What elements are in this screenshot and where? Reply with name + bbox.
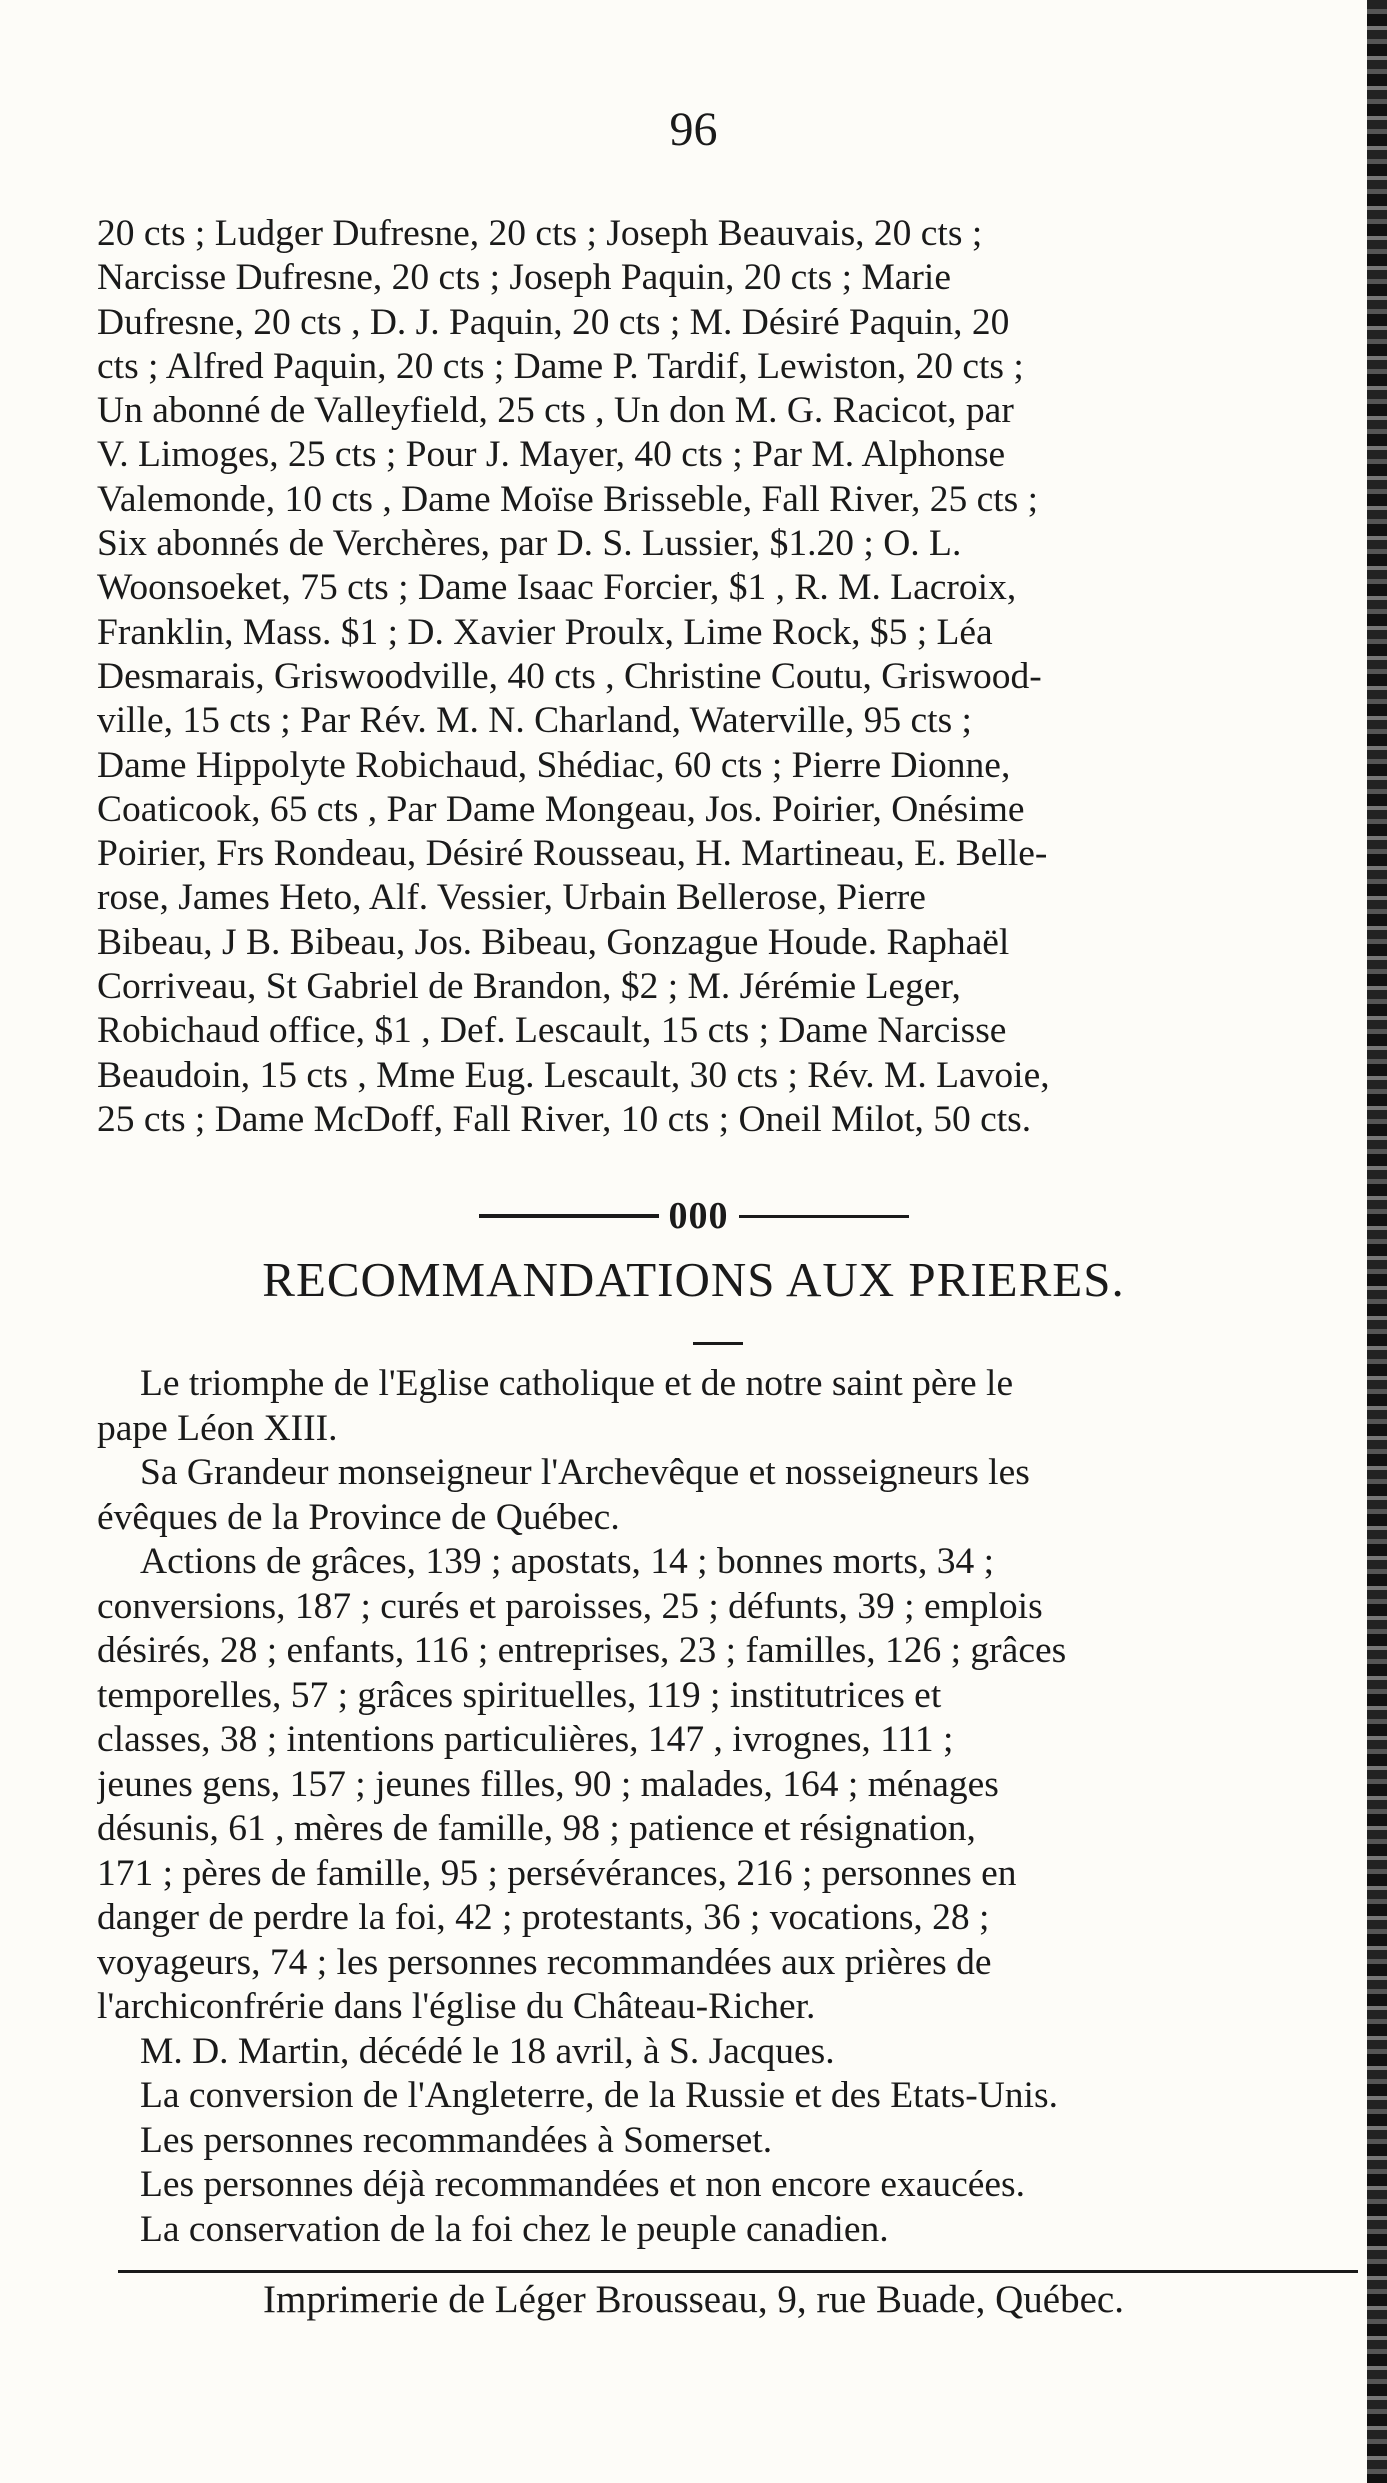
donor-line: rose, James Heto, Alf. Vessier, Urbain Bellerose, Pierre [97,877,926,919]
donor-line: Franklin, Mass. $1 ; D. Xavier Proulx, Lime Rock, $5 ; Léa [97,611,993,653]
donor-line: Corriveau, St Gabriel de Brandon, $2 ; M. Jérémie Leger, [97,966,961,1008]
donor-line: 20 cts ; Ludger Dufresne, 20 cts ; Joseph Beauvais, 20 cts ; [97,213,983,254]
section-separator [0,1190,1387,1242]
donor-line: Beaudoin, 15 cts , Mme Eug. Lescault, 30 cts ; Rév. M. Lavoie, [97,1054,1050,1096]
donor-line: Valemonde, 10 cts , Dame Moïse Brisseble, Fall River, 25 cts ; [97,478,1039,520]
heading-rule [693,1342,743,1345]
prayer-line: désunis, 61 , mères de famille, 98 ; patience et résignation, [97,1808,976,1849]
donor-line: cts ; Alfred Paquin, 20 cts ; Dame P. Tardif, Lewiston, 20 cts ; [97,345,1024,387]
prayer-line: évêques de la Province de Québec. [97,1496,620,1538]
donor-line: Bibeau, J B. Bibeau, Jos. Bibeau, Gonzague Houde. Raphaël [97,921,1010,963]
page-number: 96 [669,103,718,156]
prayer-line: désirés, 28 ; enfants, 116 ; entreprises, 23 ; familles, 126 ; grâces [97,1630,1067,1671]
donor-line: V. Limoges, 25 cts ; Pour J. Mayer, 40 cts ; Par M. Alphonse [97,434,1006,476]
donor-line: Coaticook, 65 cts , Par Dame Mongeau, Jos. Poirier, Onésime [97,788,1025,830]
prayer-line: conversions, 187 ; curés et paroisses, 25 ; défunts, 39 ; emplois [97,1585,1043,1627]
prayer-line: pape Léon XIII. [97,1407,338,1449]
separator-rule-right [739,1215,909,1218]
prayer-line: jeunes gens, 157 ; jeunes filles, 90 ; malades, 164 ; ménages [97,1763,999,1805]
separator-rule-left [479,1214,659,1218]
prayer-line: Les personnes déjà recommandées et non encore exaucées. [140,2164,1026,2205]
prayer-line: La conversion de l'Angleterre, de la Russie et des Etats-Unis. [140,2075,1058,2116]
donor-line: Narcisse Dufresne, 20 cts ; Joseph Paquin, 20 cts ; Marie [97,257,951,299]
footer-rule [118,2270,1358,2273]
prayer-line: Les personnes recommandées à Somerset. [140,2119,773,2161]
donor-line: Woonsoeket, 75 cts ; Dame Isaac Forcier, $1 , R. M. Lacroix, [97,567,1017,609]
donor-line: Un abonné de Valleyfield, 25 cts , Un don M. G. Racicot, par [97,390,1014,432]
section-heading: RECOMMANDATIONS AUX PRIERES. [262,1252,1125,1307]
prayer-recommendations [97,1362,1352,2252]
prayer-line: temporelles, 57 ; grâces spirituelles, 119 ; institutrices et [97,1674,942,1716]
prayer-line: Actions de grâces, 139 ; apostats, 14 ; bonnes morts, 34 ; [140,1541,995,1582]
prayer-line: classes, 38 ; intentions particulières, 147 , ivrognes, 111 ; [97,1719,954,1760]
donor-line: 25 cts ; Dame McDoff, Fall River, 10 cts ; Oneil Milot, 50 cts. [97,1098,1032,1140]
prayer-line: l'archiconfrérie dans l'église du Château-Richer. [97,1986,816,2027]
prayer-line: Le triomphe de l'Eglise catholique et de notre saint père le [140,1363,1014,1404]
prayer-line: voyageurs, 74 ; les personnes recommandées aux prières de [97,1941,992,1983]
separator-ornament: 000 [668,1195,729,1237]
prayer-line: La conservation de la foi chez le peuple canadien. [140,2208,889,2250]
imprint-line: Imprimerie de Léger Brousseau, 9, rue Buade, Québec. [263,2278,1124,2321]
donor-line: Dufresne, 20 cts , D. J. Paquin, 20 cts ; M. Désiré Paquin, 20 [97,301,1010,343]
donor-line: Poirier, Frs Rondeau, Désiré Rousseau, H. Martineau, E. Belle- [97,833,1048,875]
prayer-line: danger de perdre la foi, 42 ; protestants, 36 ; vocations, 28 ; [97,1897,990,1938]
donor-line: Desmarais, Griswoodville, 40 cts , Christine Coutu, Griswood- [97,655,1042,697]
donor-line: Six abonnés de Verchères, par D. S. Lussier, $1.20 ; O. L. [97,523,962,565]
donor-list [97,212,1347,1142]
donor-line: Robichaud office, $1 , Def. Lescault, 15 cts ; Dame Narcisse [97,1010,1007,1052]
donor-line: ville, 15 cts ; Par Rév. M. N. Charland, Waterville, 95 cts ; [97,700,972,742]
prayer-line: M. D. Martin, décédé le 18 avril, à S. Jacques. [140,2030,835,2072]
prayer-line: Sa Grandeur monseigneur l'Archevêque et nosseigneurs les [140,1452,1030,1493]
prayer-line: 171 ; pères de famille, 95 ; persévérances, 216 ; personnes en [97,1852,1017,1894]
donor-line: Dame Hippolyte Robichaud, Shédiac, 60 cts ; Pierre Dionne, [97,744,1011,786]
